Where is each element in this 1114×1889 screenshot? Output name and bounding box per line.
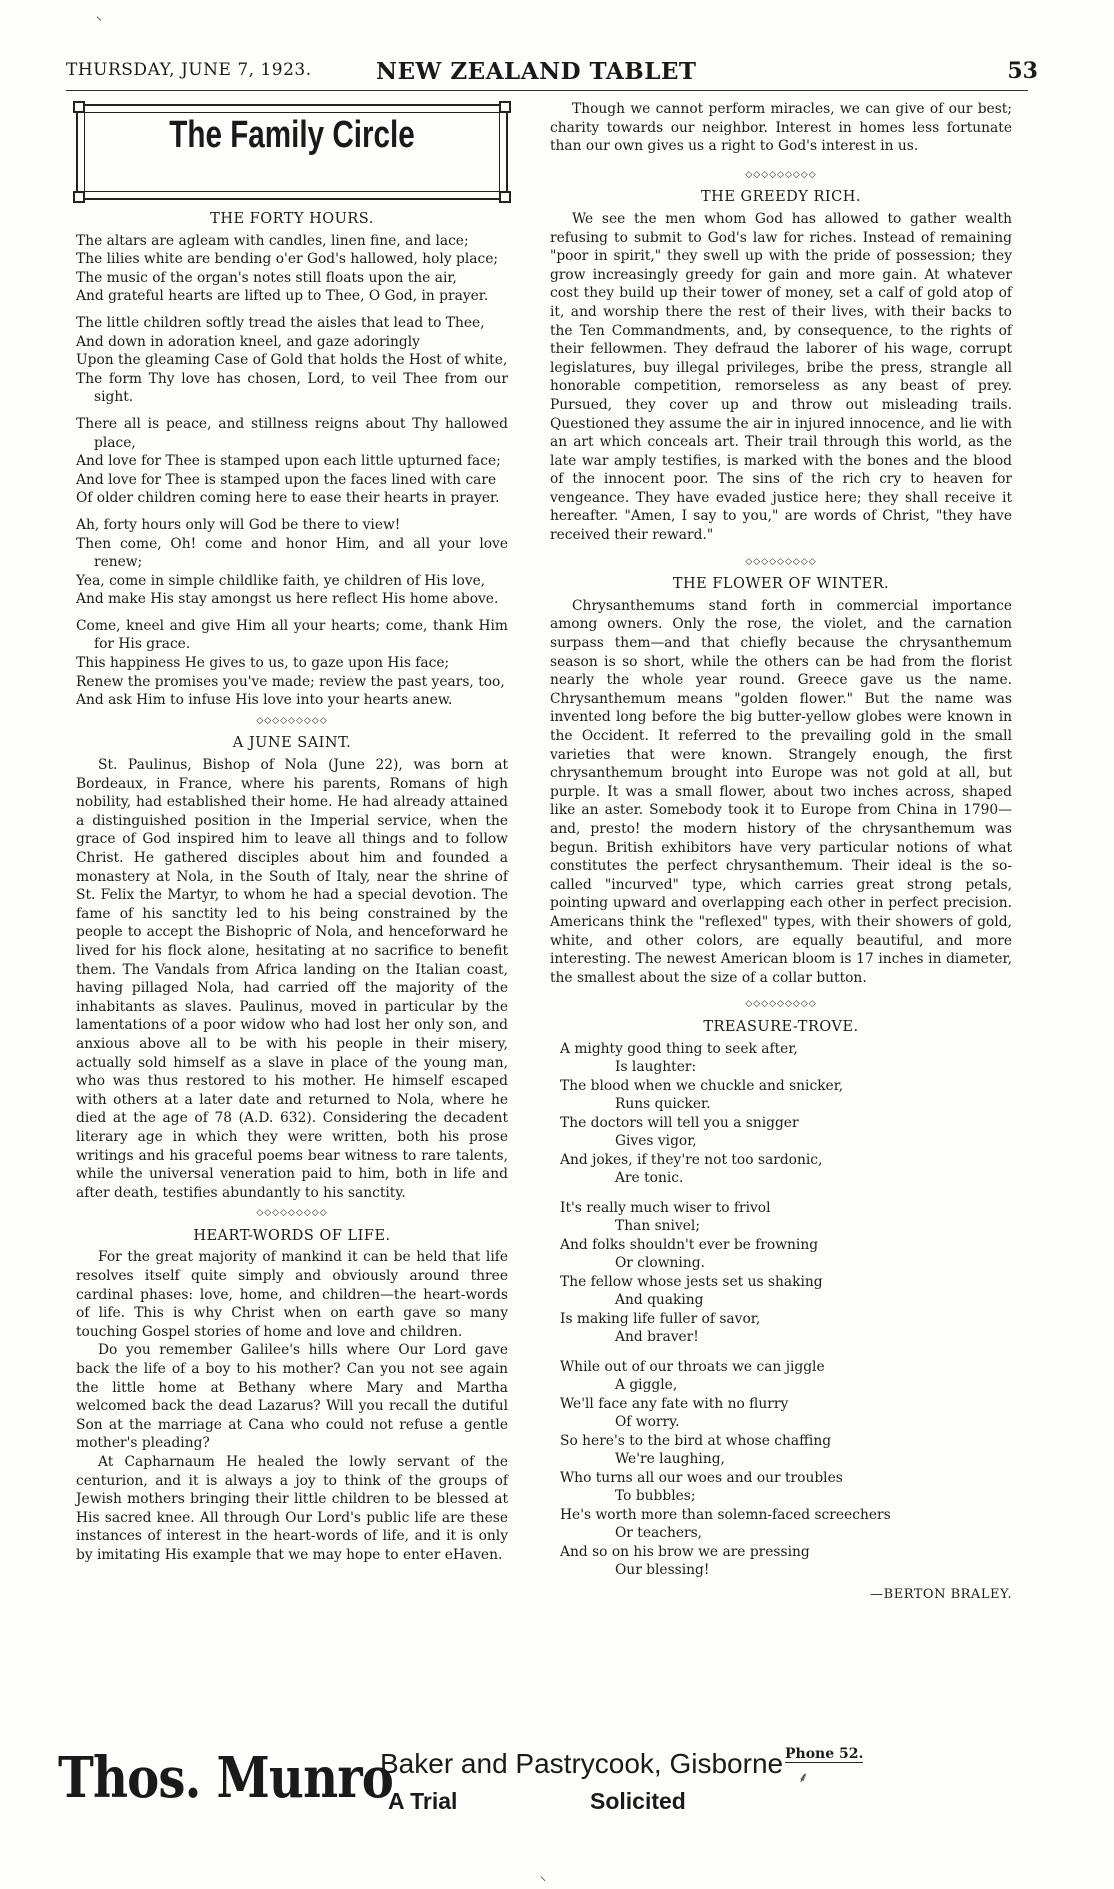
poem-line: This happiness He gives to us, to gaze upon His face; xyxy=(76,655,450,672)
poem-line: The lilies white are bending o'er God's hallowed, holy place; xyxy=(76,251,499,268)
header-title: NEW ZEALAND TABLET xyxy=(376,58,697,85)
stray-mark: ⸌ xyxy=(96,14,103,28)
article-title: THE GREEDY RICH. xyxy=(701,189,861,206)
stanza xyxy=(550,1199,1012,1347)
article-title: THE FORTY HOURS. xyxy=(210,211,374,227)
poem-author: —BERTON BRALEY. xyxy=(870,1586,1012,1602)
stanza xyxy=(76,415,508,508)
poem-line: And down in adoration kneel, and gaze adoringly xyxy=(76,333,420,350)
poem-line: While out of our throats we can jiggle xyxy=(560,1358,825,1375)
poem-line: And folks shouldn't ever be frowning xyxy=(560,1236,819,1253)
article-title: TREASURE-TROVE. xyxy=(703,1018,859,1035)
paragraph: Though we cannot perform miracles, we can give of our best; charity towards our neighbor. Interest in homes less fortunate than our own gives us a right to God's interest in us. xyxy=(550,101,1012,155)
poem-line: A giggle, xyxy=(615,1377,678,1393)
ornament-divider: ◇◇◇◇◇◇◇◇◇ xyxy=(745,999,817,1010)
article-title: THE FLOWER OF WINTER. xyxy=(672,576,890,593)
poem-line: He's worth more than solemn-faced screechers xyxy=(560,1506,891,1523)
intro-article xyxy=(550,100,1012,156)
poem-line: The music of the organ's notes still floats upon the air, xyxy=(76,269,457,286)
stanza xyxy=(76,314,508,407)
greedy-rich-article xyxy=(550,210,1012,545)
poem-line: The fellow whose jests set us shaking xyxy=(560,1273,823,1290)
poem-line: Ah, forty hours only will God be there to view! xyxy=(76,516,401,533)
poem-line: Runs quicker. xyxy=(615,1096,711,1112)
poem-line: The doctors will tell you a snigger xyxy=(560,1114,799,1131)
poem-line: There all is peace, and stillness reigns about Thy hallowed place, xyxy=(76,415,508,451)
stanza xyxy=(76,617,508,710)
heart-words-article xyxy=(76,1248,508,1564)
poem-line: And ask Him to infuse His love into your hearts anew. xyxy=(76,692,453,709)
poem-line: Who turns all our woes and our troubles xyxy=(560,1469,843,1486)
advertisement xyxy=(58,1740,1048,1860)
header-rule xyxy=(66,90,1028,91)
poem-line: Is making life fuller of savor, xyxy=(560,1310,761,1327)
poem-line: And braver! xyxy=(615,1329,699,1345)
poem-line: To bubbles; xyxy=(615,1488,696,1504)
box-corner xyxy=(499,101,511,113)
advert-solicited: Solicited xyxy=(590,1788,686,1814)
family-circle-box xyxy=(76,104,508,200)
ornament-divider: ◇◇◇◇◇◇◇◇◇ xyxy=(256,1208,328,1219)
stanza xyxy=(76,232,508,306)
poem-line: Come, kneel and give Him all your hearts; come, thank Him for His grace. xyxy=(76,617,508,653)
advert-name: Thos. Munro xyxy=(58,1745,393,1811)
stanza xyxy=(550,1358,1012,1580)
paragraph: Do you remember Galilee's hills where Our Lord gave back the life of a boy to his mother? Can you not see again the little home at Bethany where Mary and Martha welcomed back the dead Lazarus? Will you recall the dutiful Son at the marriage at Cana who could not refuse a gentle mother's pleading? xyxy=(76,1342,508,1452)
poem-line: And quaking xyxy=(615,1292,704,1308)
paragraph: For the great majority of mankind it can be held that life resolves itself quite simply and obviously around three cardinal phases: love, home, and children—the heart-words of life. This is why Christ when on earth gave so many touching Gospel stories of home and love and children. xyxy=(76,1249,508,1340)
right-column xyxy=(550,100,1012,1604)
poem-line: And grateful hearts are lifted up to Thee, O God, in prayer. xyxy=(76,288,489,305)
ornament-divider: ◇◇◇◇◇◇◇◇◇ xyxy=(256,715,328,726)
poem-line: The little children softly tread the aisles that lead to Thee, xyxy=(76,314,485,331)
poem-line: Or teachers, xyxy=(615,1525,703,1541)
poem-line: Renew the promises you've made; review the past years, too, xyxy=(76,673,505,690)
box-corner xyxy=(499,191,511,203)
page-header xyxy=(66,58,1038,88)
poem-line: Then come, Oh! come and honor Him, and all your love renew; xyxy=(76,535,508,571)
advert-phone: Phone 52. xyxy=(785,1746,864,1762)
advert-description: Baker and Pastrycook, Gisborne xyxy=(380,1748,784,1779)
box-corner xyxy=(73,191,85,203)
article-title: A JUNE SAINT. xyxy=(232,735,352,752)
section-title: The Family Circle xyxy=(169,114,415,156)
poem-line: Is laughter: xyxy=(615,1059,697,1075)
left-column xyxy=(76,100,508,1565)
poem-line: Are tonic. xyxy=(615,1170,684,1186)
poem-line: Yea, come in simple childlike faith, ye children of His love, xyxy=(76,572,486,589)
poem-line: Our blessing! xyxy=(615,1562,710,1578)
poem-line: Upon the gleaming Case of Gold that holds the Host of white, xyxy=(76,352,508,369)
poem-line: The form Thy love has chosen, Lord, to veil Thee from our sight. xyxy=(76,370,508,406)
paragraph: Chrysanthemums stand forth in commercial importance among owners. Only the rose, the violet, and the carnation surpass them—and that chiefly because the chrysanthemum season is so short, while the others can be had from the florist nearly the whole year round. Greece gave us the name. Chrysanthemum means "golden flower." But the name was invented long before the big butter-yellow globes were known in the Occident. It referred to the prevailing gold in the small varieties that were known. Strangely enough, the first chrysanthemum brought into Europe was not gold at all, but purple. It was a small flower, about two inches across, shaped like an aster. Somebody took it to Europe from China in 1790—and, presto! the modern history of the chrysanthemum was begun. British exhibitors have very particular notions of what constitutes the perfect chrysanthemum. Their ideal is the so-called "incurved" type, which carries great strong petals, pointing upward and overlapping each other in perfect precision. Americans think the "reflexed" types, with their showers of gold, white, and other colors, are equally beautiful, and more interesting. The newest American bloom is 17 inches in diameter, the smallest about the size of a collar button. xyxy=(550,597,1012,986)
poem-line: Than snivel; xyxy=(615,1218,700,1234)
ornament-divider: ◇◇◇◇◇◇◇◇◇ xyxy=(745,556,817,567)
stanza xyxy=(76,516,508,609)
paragraph: St. Paulinus, Bishop of Nola (June 22), was born at Bordeaux, in France, where his parents, Romans of high nobility, had established their home. He had already attained a distinguished position in the Imperial service, when the grace of God inspired him to leave all things and to follow Christ. He gathered disciples about him and founded a monastery at Nola, in the South of Italy, near the shrine of St. Felix the Martyr, to whom he had a special devotion. The fame of his sanctity led to his being constrained by the people to accept the Bishopric of Nola, and henceforward he lived for his flock alone, hesitating at no sacrifice to benefit them. The Vandals from Africa landing on the Italian coast, having pillaged Nola, had carried off the majority of the inhabitants as slaves. Paulinus, moved in particular by the lamentations of a poor widow who had lost her only son, and anxious above all to be with his people in their misery, actually sold himself as a slave in place of the young man, who was thus restored to his mother. He himself escaped with others at a later date and returned to Nola, where he died at the age of 78 (A.D. 632). Considering the decadent literary age in which they were written, both his prose writings and his graceful poems bear witness to rare talents, while the universal veneration paid to him, both in life and after death, testifies abundantly to his sanctity. xyxy=(76,757,508,1201)
poem-line: And jokes, if they're not too sardonic, xyxy=(560,1151,823,1168)
poem-line: And love for Thee is stamped upon the faces lined with care xyxy=(76,471,497,488)
june-saint-article xyxy=(76,756,508,1202)
box-corner xyxy=(73,101,85,113)
poem-line: We'll face any fate with no flurry xyxy=(560,1395,789,1412)
phone-ornament-icon: ⸙ xyxy=(798,1770,809,1786)
treasure-trove-poem xyxy=(550,1040,1012,1605)
poem-line: So here's to the bird at whose chaffing xyxy=(560,1432,832,1449)
poem-line: Gives vigor, xyxy=(615,1133,697,1149)
advert-trial: A Trial xyxy=(388,1788,458,1814)
ornament-divider: ◇◇◇◇◇◇◇◇◇ xyxy=(745,169,817,180)
poem-line: And make His stay amongst us here reflect His home above. xyxy=(76,591,499,608)
poem-line: Of worry. xyxy=(615,1414,680,1430)
poem-line: And love for Thee is stamped upon each little upturned face; xyxy=(76,453,501,470)
paragraph: At Capharnaum He healed the lowly servant of the centurion, and it is always a joy to think of the groups of Jewish mothers bringing their little children to be blessed at His sacred knee. All through Our Lord's public life are these instances of interest in the heart-words of life, and it is only by imitating His example that we may hope to enter eHaven. xyxy=(76,1454,508,1563)
forty-hours-poem xyxy=(76,232,508,710)
flower-winter-article xyxy=(550,597,1012,987)
poem-line: Of older children coming here to ease their hearts in prayer. xyxy=(76,490,500,507)
poem-line: The blood when we chuckle and snicker, xyxy=(560,1077,844,1094)
poem-line: And so on his brow we are pressing xyxy=(560,1543,810,1560)
stanza xyxy=(550,1040,1012,1188)
poem-line: A mighty good thing to seek after, xyxy=(560,1040,798,1057)
paragraph: We see the men whom God has allowed to gather wealth refusing to submit to God's law for riches. Instead of remaining "poor in spirit," they swell up with the pride of possession; they grow increasingly greedy for gain and more gain. At whatever cost they build up their tower of money, set a calf of gold atop of it, and worship there the rest of their lives, with their backs to the Ten Commandments, and, by consequence, to the rights of their fellowmen. They defraud the laborer of his wage, corrupt legislatures, buy illegal privileges, bribe the press, strangle all honorable competition, remorseless as any beast of prey. Pursued, they cover up and throw out misleading trails. Questioned they assume the air in injured innocence, and lie with an art which conceals art. Their trail through this world, as the late war amply testifies, is marked with the bones and the blood of the innocent poor. The sins of the rich cry to heaven for vengeance. They have evaded justice here; they shall receive it hereafter. "Amen, I say to you," are words of Christ, "they have received their reward." xyxy=(550,210,1012,544)
page-number: 53 xyxy=(1007,58,1038,84)
stray-mark: ⸌ xyxy=(540,1874,547,1888)
article-title: HEART-WORDS OF LIFE. xyxy=(193,1227,391,1244)
poem-line: We're laughing, xyxy=(615,1451,725,1467)
poem-line: It's really much wiser to frivol xyxy=(560,1199,771,1216)
header-date: THURSDAY, JUNE 7, 1923. xyxy=(66,60,312,80)
poem-line: Or clowning. xyxy=(615,1255,705,1271)
poem-line: The altars are agleam with candles, linen fine, and lace; xyxy=(76,232,469,249)
